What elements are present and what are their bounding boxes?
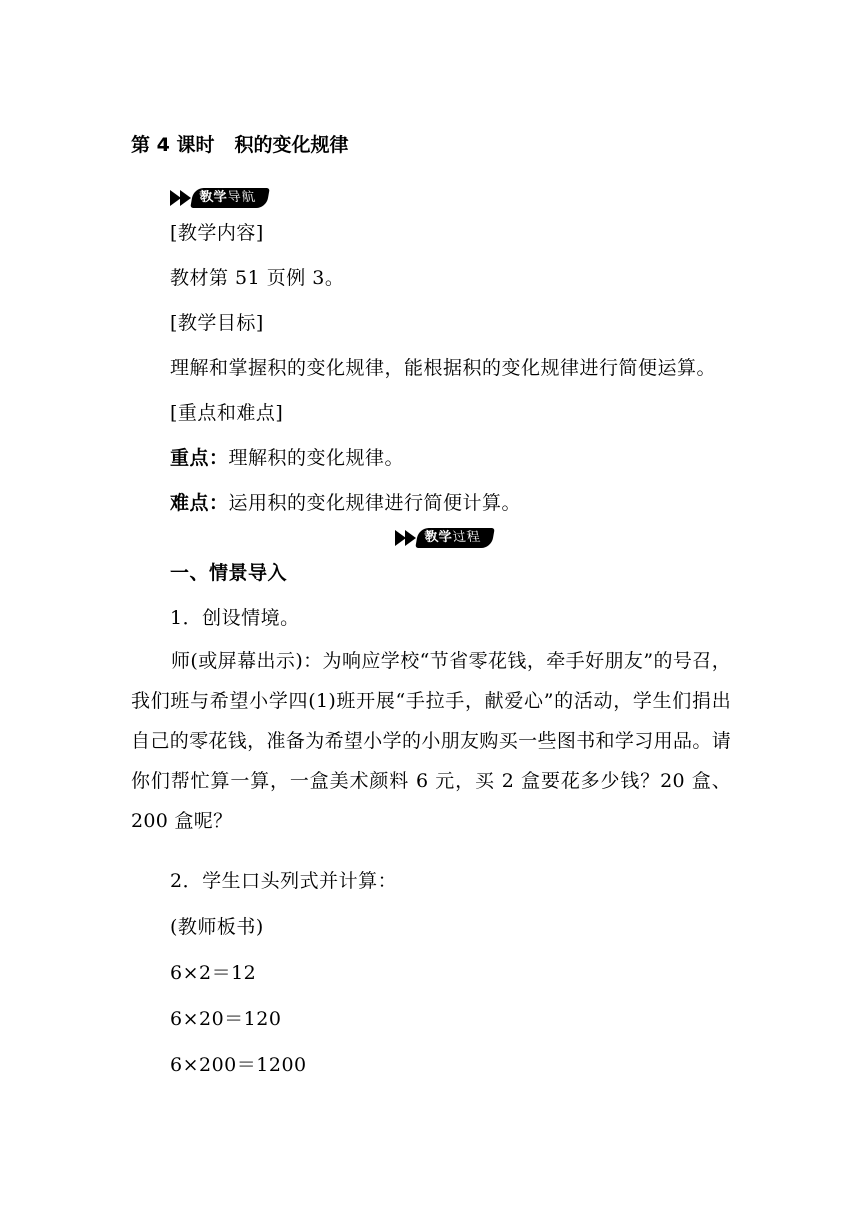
lesson-title bbox=[131, 132, 348, 158]
hard-point-text: 运用积的变化规律进行简便计算。 bbox=[228, 492, 522, 514]
key-point bbox=[170, 445, 404, 471]
objective-heading: [教学目标] bbox=[170, 312, 264, 334]
teacher-paragraph: 师(或屏幕出示)：为响应学校“节省零花钱，牵手好朋友”的号召，我们班与希望小学四(1)班开展“手拉手，献爱心”的活动，学生们捐出自己的零花钱，准备为希望小学的小朋友购买一些图书和学习用品。请你们帮忙算一算，一盒美术颜料 6 元，买 2 盒要花多少钱？20 盒、200 盒呢？ bbox=[131, 650, 731, 832]
double-arrow-icon bbox=[170, 190, 190, 206]
key-point-label: 重点： bbox=[170, 447, 229, 469]
section-heading: 一、情景导入 bbox=[170, 562, 288, 584]
keypoints-heading: [重点和难点] bbox=[170, 402, 284, 424]
hard-point bbox=[170, 490, 521, 516]
step-2: 2．学生口头列式并计算： bbox=[170, 870, 398, 892]
content-heading: [教学内容] bbox=[170, 222, 264, 244]
step-1: 1．创设情境。 bbox=[170, 607, 300, 629]
objective-text: 理解和掌握积的变化规律，能根据积的变化规律进行简便运算。 bbox=[170, 357, 717, 379]
equation-3: 6×200＝1200 bbox=[170, 1054, 307, 1076]
hard-point-label: 难点： bbox=[170, 492, 229, 514]
lesson-name: 积的变化规律 bbox=[234, 134, 349, 156]
teaching-nav-badge: 教学导航 bbox=[170, 187, 268, 209]
equation-2: 6×20＝120 bbox=[170, 1008, 282, 1030]
lesson-number: 第 4 课时 bbox=[131, 134, 215, 156]
double-arrow-icon bbox=[395, 530, 415, 546]
board-note: (教师板书) bbox=[170, 916, 264, 938]
teaching-process-badge: 教学过程 bbox=[395, 527, 493, 549]
equation-1: 6×2＝12 bbox=[170, 962, 257, 984]
content-text: 教材第 51 页例 3。 bbox=[170, 267, 345, 289]
key-point-text: 理解积的变化规律。 bbox=[228, 447, 405, 469]
